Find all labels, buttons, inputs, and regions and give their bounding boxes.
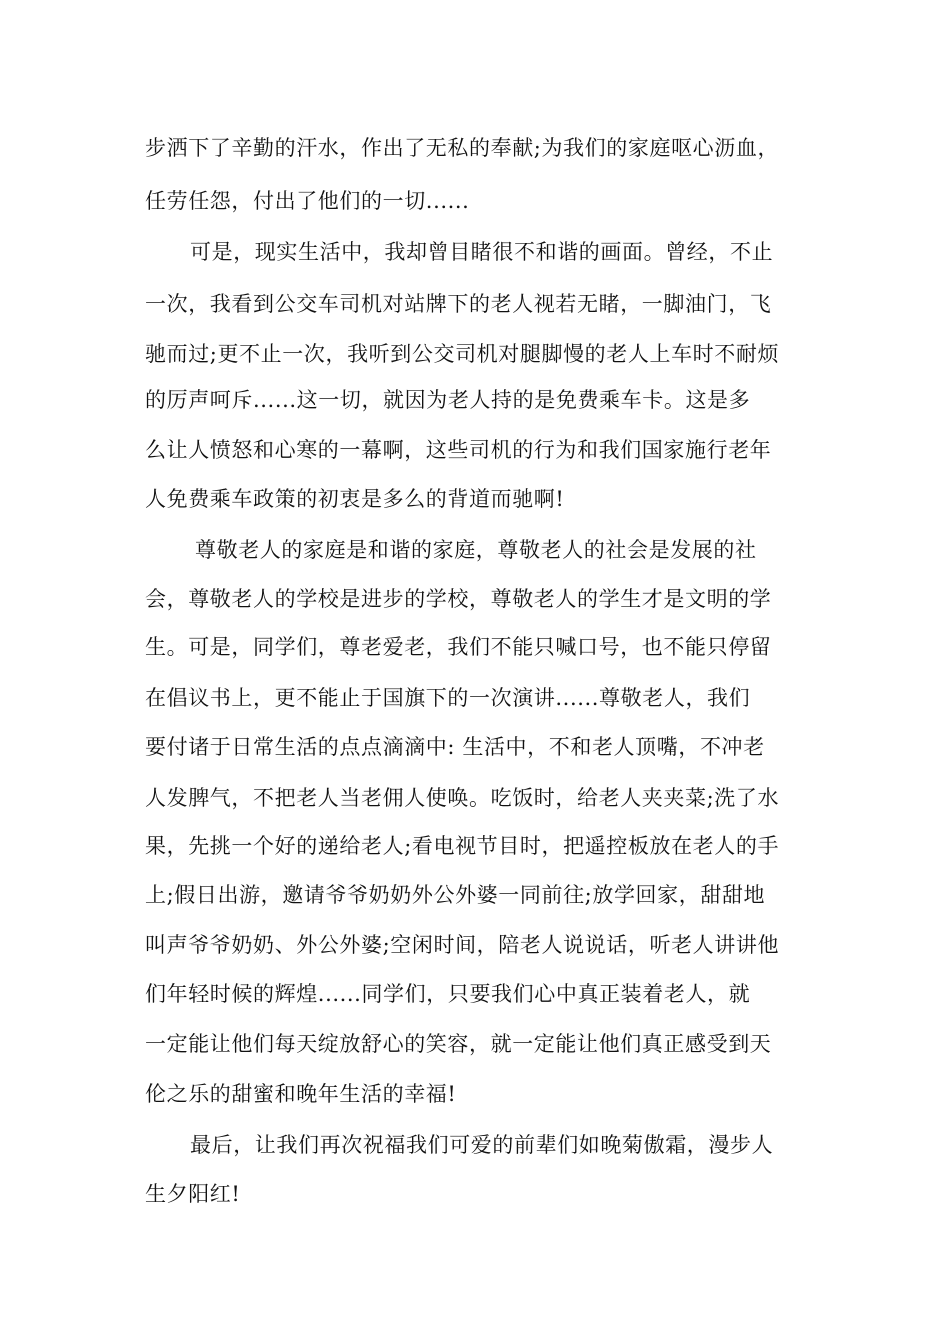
paragraph-2-line-4: 的厉声呵斥......这一切，就因为老人持的是免费乘车卡。这是多 (145, 388, 751, 412)
paragraph-3-line-4: 在倡议书上，更不能止于国旗下的一次演讲......尊敬老人，我们 (145, 686, 751, 710)
paragraph-1-line-1: 步洒下了辛勤的汗水，作出了无私的奉献;为我们的家庭呕心沥血， (145, 136, 780, 160)
paragraph-3-line-9: 叫声爷爷奶奶、外公外婆;空闲时间，陪老人说说话，听老人讲讲他 (145, 933, 780, 957)
paragraph-3-line-7: 果，先挑一个好的递给老人;看电视节目时，把遥控板放在老人的手 (145, 834, 780, 858)
paragraph-2-line-5: 么让人愤怒和心寒的一幕啊，这些司机的行为和我们国家施行老年 (145, 438, 772, 462)
paragraph-4-line-1: 最后，让我们再次祝福我们可爱的前辈们如晚菊傲霜，漫步人 (190, 1133, 774, 1157)
paragraph-3-line-3: 生。可是，同学们，尊老爱老，我们不能只喊口号，也不能只停留 (145, 635, 772, 659)
paragraph-3-line-1: 尊敬老人的家庭是和谐的家庭，尊敬老人的社会是发展的社 (195, 538, 757, 562)
paragraph-3-line-6: 人发脾气，不把老人当老佣人使唤。吃饭时，给老人夹夹菜;洗了水 (145, 786, 780, 810)
paragraph-2-line-1: 可是，现实生活中，我却曾目睹很不和谐的画面。曾经，不止 (190, 240, 774, 264)
paragraph-1-line-2: 任劳任怨，付出了他们的一切...... (145, 189, 470, 213)
paragraph-3-line-8: 上;假日出游，邀请爷爷奶奶外公外婆一同前往;放学回家，甜甜地 (145, 883, 766, 907)
paragraph-3-line-10: 们年轻时候的辉煌......同学们，只要我们心中真正装着老人，就 (145, 982, 751, 1006)
paragraph-3-line-5: 要付诸于日常生活的点点滴滴中: 生活中，不和老人顶嘴，不冲老 (145, 735, 765, 759)
paragraph-3-line-11: 一定能让他们每天绽放舒心的笑容，就一定能让他们真正感受到天 (145, 1032, 772, 1056)
paragraph-3-line-12: 伦之乐的甜蜜和晚年生活的幸福! (145, 1082, 457, 1106)
paragraph-4-line-2: 生夕阳红! (145, 1182, 241, 1206)
paragraph-2-line-2: 一次，我看到公交车司机对站牌下的老人视若无睹，一脚油门，飞 (145, 292, 772, 316)
paragraph-2-line-3: 驰而过;更不止一次，我听到公交司机对腿脚慢的老人上车时不耐烦 (145, 342, 780, 366)
paragraph-3-line-2: 会，尊敬老人的学校是进步的学校，尊敬老人的学生才是文明的学 (145, 587, 772, 611)
paragraph-2-line-6: 人免费乘车政策的初衷是多么的背道而驰啊! (145, 487, 565, 511)
